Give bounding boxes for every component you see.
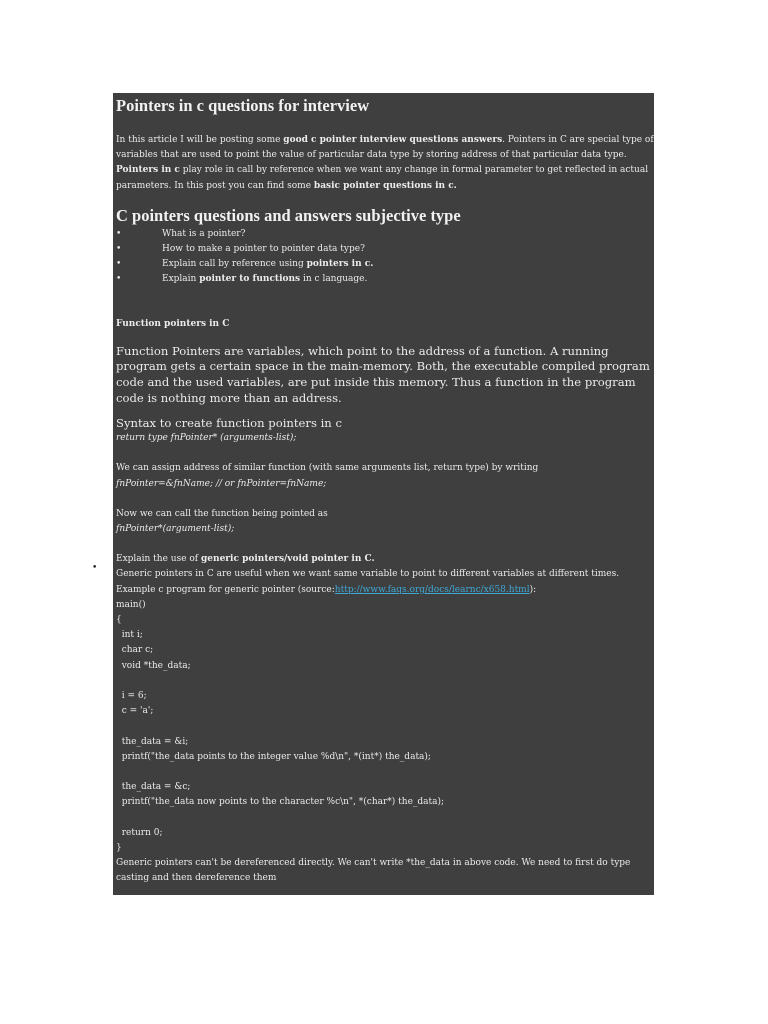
- closing-paragraph: Generic pointers can't be dereferenced directly. We can't write *the_data in above code. We need to first do type casting and then dereference them: [116, 858, 631, 884]
- list-item: • Explain pointer to functions in c language.: [116, 274, 368, 285]
- assign-text: We can assign address of similar function (with same arguments list, return type) by writing: [116, 463, 539, 474]
- list-item: • How to make a pointer to pointer data type?: [116, 244, 365, 255]
- code-line: }: [116, 843, 122, 854]
- article-title: Pointers in c questions for interview: [116, 96, 370, 115]
- code-block: [116, 598, 654, 856]
- code-line: [116, 811, 654, 826]
- code-line: [116, 719, 654, 734]
- list-item: • Explain call by reference using pointers in c.: [116, 259, 374, 270]
- code-line: return 0;: [116, 827, 163, 838]
- example-line: Example c program for generic pointer (source:http://www.faqs.org/docs/learnc/x658.html):: [116, 584, 537, 595]
- code-line: printf("the_data now points to the character %c\n", *(char*) the_data);: [116, 797, 445, 808]
- code-line: the_data = &c;: [116, 782, 191, 793]
- source-link[interactable]: http://www.faqs.org/docs/learnc/x658.html: [334, 584, 530, 595]
- bullet-marker: •: [92, 563, 98, 573]
- assign-code: fnPointer=&fnName; // or fnPointer=fnName;: [116, 478, 327, 489]
- call-code: fnPointer*(argument-list);: [116, 524, 235, 535]
- article-content: [113, 95, 654, 887]
- code-line: [116, 765, 654, 780]
- code-line: void *the_data;: [116, 660, 191, 671]
- code-line: char c;: [116, 645, 154, 656]
- generic-pointer-question: Explain the use of generic pointers/void pointer in C.: [116, 554, 375, 565]
- list-item: • What is a pointer?: [116, 228, 246, 239]
- syntax-code: return type fnPointer* (arguments-list);: [116, 433, 297, 444]
- code-line: [116, 674, 654, 689]
- document-page: [113, 93, 654, 895]
- function-pointers-heading: Function pointers in C: [116, 318, 230, 329]
- syntax-heading: Syntax to create function pointers in c: [116, 416, 342, 431]
- code-line: main(): [116, 599, 146, 610]
- question-list: [116, 227, 654, 288]
- code-line: int i;: [116, 630, 143, 641]
- function-pointers-description: Function Pointers are variables, which point to the address of a function. A running program gets a certain space in the main-memory. Both, the executable compiled program code and the used variables, are put inside this memory. Thus a function in the program code is nothing more than an address.: [116, 343, 650, 405]
- section-heading: C pointers questions and answers subjective type: [116, 205, 461, 225]
- call-text: Now we can call the function being pointed as: [116, 508, 328, 519]
- code-line: {: [116, 615, 122, 626]
- code-line: c = 'a';: [116, 706, 154, 717]
- code-line: the_data = &i;: [116, 736, 189, 747]
- generic-description: Generic pointers in C are useful when we want same variable to point to different variables at different times.: [116, 569, 620, 580]
- code-line: printf("the_data points to the integer value %d\n", *(int*) the_data);: [116, 751, 431, 762]
- code-line: i = 6;: [116, 691, 147, 702]
- intro-paragraph: In this article I will be posting some good c pointer interview questions answers. Pointers in C are special type of variables that are used to point the value of particular data type by storing address of that particular data type. Pointers in c play role in call by reference when we want any change in formal parameter to get reflected in actual parameters. In this post you can find some basic pointer questions in c.: [116, 135, 654, 191]
